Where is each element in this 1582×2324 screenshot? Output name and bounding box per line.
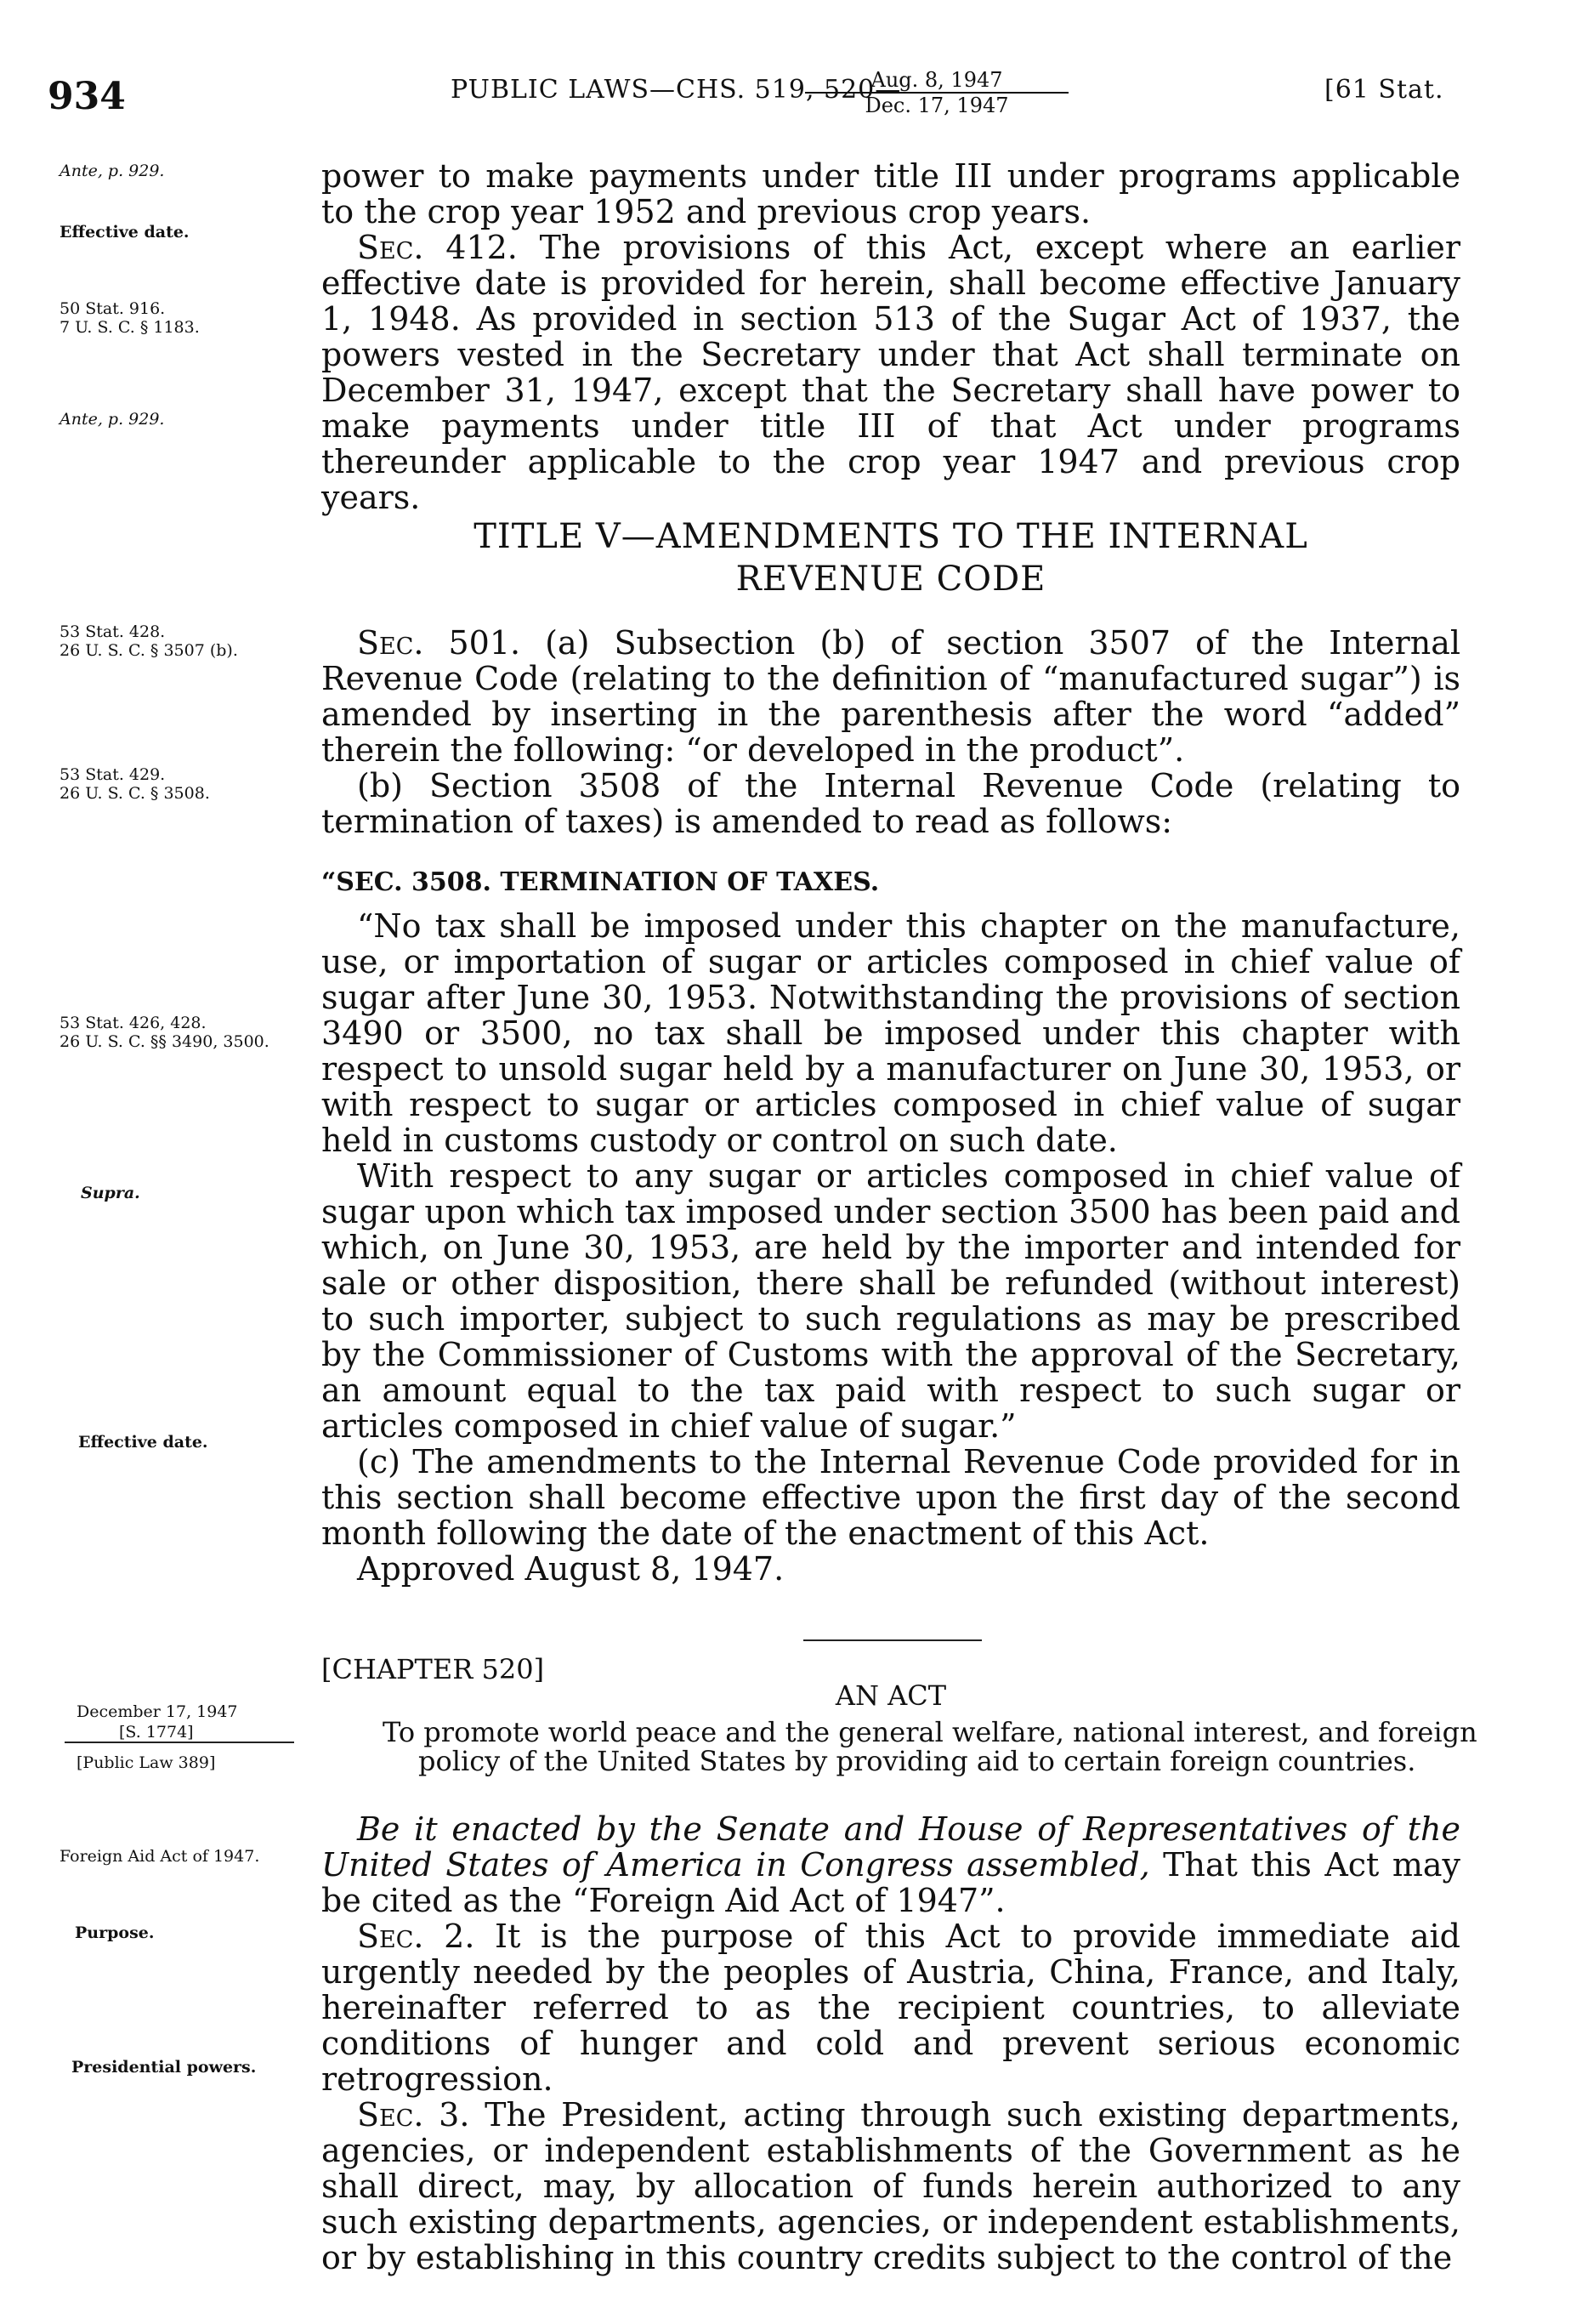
- running-title: PUBLIC LAWS—CHS. 519, 520—: [451, 75, 902, 105]
- title-heading-line1: TITLE V—AMENDMENTS TO THE INTERNAL: [473, 517, 1308, 556]
- paragraph: Sec. 3. The President, acting through such existing departments, agencies, or independent establishments of the Government as he shall direct, may, by allocation of funds herein authorized to any such existing departments, agencies, or independent establishments, or by establishing in this country credits subject to the control of the: [321, 2096, 1460, 2276]
- margin-note: Supra.: [81, 1184, 140, 1202]
- margin-note: [Public Law 389]: [77, 1753, 216, 1772]
- approval-line: Approved August 8, 1947.: [357, 1550, 785, 1588]
- margin-note: Ante, p. 929.: [60, 162, 165, 180]
- title-heading-line2: REVENUE CODE: [735, 560, 1046, 599]
- margin-note: 7 U. S. C. § 1183.: [60, 318, 200, 337]
- margin-note: 26 U. S. C. § 3508.: [60, 784, 210, 803]
- act-heading: AN ACT: [835, 1679, 947, 1712]
- margin-note: Ante, p. 929.: [60, 410, 165, 429]
- paragraph: (c) The amendments to the Internal Revenue Code provided for in this section shall become effective upon the first day of the second month following the date of the enactment of this Act.: [321, 1443, 1460, 1552]
- margin-note: 53 Stat. 426, 428.: [60, 1014, 207, 1032]
- body-section-4: [321, 1811, 1460, 2276]
- paragraph: Sec. 412. The provisions of this Act, except where an earlier effective date is provided for herein, shall become effective January 1, 1948. As provided in section 513 of the Sugar Act of 1937, the powers vested in the Secretary under that Act shall terminate on December 31, 1947, except that the Secretary shall have power to make payments under title III of that Act under programs thereunder applicable to the crop year 1947 and previous crop years.: [321, 229, 1460, 516]
- chapter-rule: [803, 1639, 982, 1641]
- margin-note: 53 Stat. 429.: [60, 765, 166, 784]
- margin-note: [S. 1774]: [119, 1723, 194, 1742]
- paragraph: (b) Section 3508 of the Internal Revenue Code (relating to termination of taxes) is amended to read as follows:: [321, 767, 1460, 840]
- paragraph: Sec. 2. It is the purpose of this Act to provide immediate aid urgently needed by the peoples of Austria, China, France, and Italy, hereinafter referred to as the recipient countries, to alleviate conditions of hunger and cold and prevent serious economic retrogression.: [321, 1918, 1460, 2098]
- margin-note: Effective date.: [60, 223, 190, 241]
- margin-note: Foreign Aid Act of 1947.: [60, 1847, 260, 1866]
- body-section-1: [321, 158, 1460, 515]
- body-section-2: [321, 625, 1460, 839]
- margin-note: 50 Stat. 916.: [60, 299, 166, 318]
- paragraph: power to make payments under title III under programs applicable to the crop year 1952 and previous crop years.: [321, 157, 1460, 230]
- chapter-label: [CHAPTER 520]: [321, 1653, 545, 1685]
- margin-note: December 17, 1947: [77, 1702, 238, 1721]
- body-section-3: [321, 908, 1460, 1587]
- margin-note: Purpose.: [75, 1923, 155, 1942]
- margin-note: Effective date.: [78, 1433, 208, 1452]
- margin-rule: [65, 1742, 294, 1743]
- header-date-top: Aug. 8, 1947: [805, 68, 1069, 94]
- volume-reference: [61 Stat.: [1324, 75, 1444, 105]
- paragraph: “No tax shall be imposed under this chapter on the manufacture, use, or importation of sugar or articles composed in chief value of sugar after June 30, 1953. Notwithstanding the provisions of section 3490 or 3500, no tax shall be imposed under this chapter with respect to unsold sugar held by a manufacturer on June 30, 1953, or with respect to sugar or articles composed in chief value of sugar held in customs custody or control on such date.: [321, 907, 1460, 1159]
- act-purpose: To promote world peace and the general welfare, national interest, and foreign policy of the United States by providing aid to certain foreign countries.: [383, 1716, 1477, 1777]
- margin-note: 26 U. S. C. § 3507 (b).: [60, 641, 238, 660]
- page-number: 934: [48, 75, 126, 118]
- paragraph: With respect to any sugar or articles composed in chief value of sugar upon which tax imposed under section 3500 has been paid and which, on June 30, 1953, are held by the importer and intended for sale or other disposition, there shall be refunded (without interest) to such importer, subject to such regulations as may be prescribed by the Commissioner of Customs with the approval of the Secretary, an amount equal to the tax paid with respect to such sugar or articles composed in chief value of sugar.”: [321, 1157, 1460, 1445]
- header-date-range: [805, 68, 1069, 117]
- margin-note: 53 Stat. 428.: [60, 622, 166, 641]
- paragraph: Sec. 501. (a) Subsection (b) of section 3507 of the Internal Revenue Code (relating to the definition of “manufactured sugar”) is amended by inserting in the parenthesis after the word “added” therein the following: “or developed in the product”.: [321, 624, 1460, 769]
- margin-note: Presidential powers.: [71, 2058, 257, 2077]
- paragraph: Be it enacted by the Senate and House of Representatives of the United States of America in Congress assembled, That this Act may be cited as the “Foreign Aid Act of 1947”.: [321, 1810, 1460, 1919]
- header-date-bottom: Dec. 17, 1947: [865, 94, 1009, 117]
- margin-note: 26 U. S. C. §§ 3490, 3500.: [60, 1032, 269, 1051]
- section-heading: “SEC. 3508. TERMINATION OF TAXES.: [321, 867, 880, 897]
